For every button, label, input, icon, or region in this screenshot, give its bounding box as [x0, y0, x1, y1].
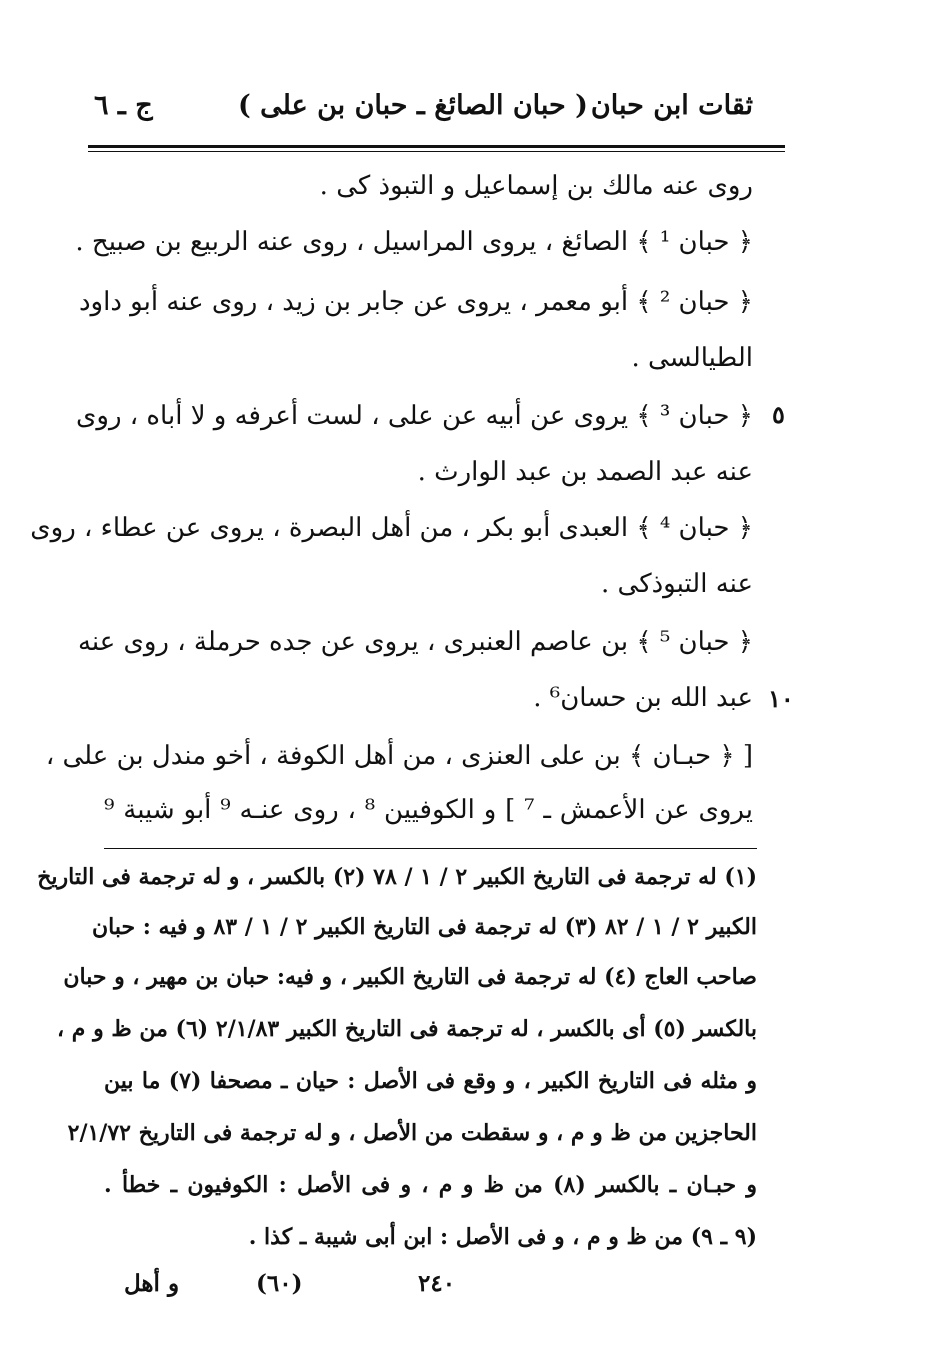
footnote-line-5: و مثله فى التاريخ الكبير ، و وقع فى الأصل : حيان ـ مصحفا (٧) ما بين: [104, 1068, 758, 1094]
footnote-line-1: (١) له ترجمة فى التاريخ الكبير ٢ / ١ / ٧٨ (٢) بالكسر ، و له ترجمة فى التاريخ: [37, 864, 757, 890]
header-rule-thick: [88, 145, 785, 148]
text-line-11: [ ﴿ حبـان ﴾ بن على العنزى ، من أهل الكوفة ، أخو مندل بن على ،: [45, 741, 753, 771]
text-line-8: عنه التبوذكى .: [601, 569, 753, 599]
footnote-line-7: و حبـان ـ بالكسر (٨) من ظ و م ، و فى الأصل : الكوفيون ـ خطأ .: [104, 1172, 758, 1198]
running-title: ثقات ابن حبان: [590, 90, 753, 121]
signature-mark: (٦٠): [256, 1270, 303, 1297]
text-line-3: ﴿ حبان ² ﴾ أبو معمر ، يروى عن جابر بن زيد ، روى عنه أبو داود: [78, 287, 753, 317]
line-number-10: ١٠: [768, 684, 794, 713]
footnote-line-4: بالكسر (٥) أى بالكسر ، له ترجمة فى التاريخ الكبير ٢/١/٨٣ (٦) من ظ و م ،: [57, 1016, 757, 1042]
catchword: و أهل: [124, 1270, 180, 1297]
text-line-6: عنه عبد الصمد بن عبد الوارث .: [417, 457, 753, 487]
text-line-1: روى عنه مالك بن إسماعيل و التبوذ كى .: [319, 171, 753, 201]
footnote-line-3: صاحب العاج (٤) له ترجمة فى التاريخ الكبير ، و فيه: حبان بن مهير ، و حبان: [63, 964, 757, 990]
text-line-7: ﴿ حبان ⁴ ﴾ العبدى أبو بكر ، من أهل البصرة ، يروى عن عطاء ، روى: [30, 513, 753, 543]
footnote-separator: [104, 848, 757, 849]
footnote-line-6: الحاجزين من ظ و م ، و سقطت من الأصل ، و له ترجمة فى التاريخ ٢/١/٧٢: [67, 1120, 757, 1146]
footnote-line-8: (٩ ـ ٩) من ظ و م ، و فى الأصل : ابن أبى شيبة ـ كذا .: [248, 1224, 757, 1250]
section-heading: ( حبان الصائغ ـ حبان بن على ): [238, 90, 588, 121]
header-rule-thin: [88, 151, 785, 152]
footnote-line-2: الكبير ٢ / ١ / ٨٢ (٣) له ترجمة فى التاريخ الكبير ٢ / ١ / ٨٣ و فيه : حبان: [92, 914, 757, 940]
text-line-5: ﴿ حبان ³ ﴾ يروى عن أبيه عن على ، لست أعرفه و لا أباه ، روى: [76, 401, 753, 431]
text-line-10: عبد الله بن حسان⁶ .: [533, 683, 753, 713]
line-number-5: ٥: [772, 400, 785, 429]
text-line-2: ﴿ حبان ¹ ﴾ الصائغ ، يروى المراسيل ، روى عنه الربيع بن صبيح .: [75, 227, 753, 257]
text-line-9: ﴿ حبان ⁵ ﴾ بن عاصم العنبرى ، يروى عن جده حرملة ، روى عنه: [77, 627, 753, 657]
volume-number: ج ـ ٦: [94, 90, 153, 121]
text-line-12: يروى عن الأعمش ـ ⁷ ] و الكوفيين ⁸ ، روى عنـه ⁹ أبو شيبة ⁹: [104, 795, 754, 825]
text-line-4: الطيالسى .: [631, 343, 753, 373]
page-number: ٢٤٠: [418, 1270, 456, 1297]
